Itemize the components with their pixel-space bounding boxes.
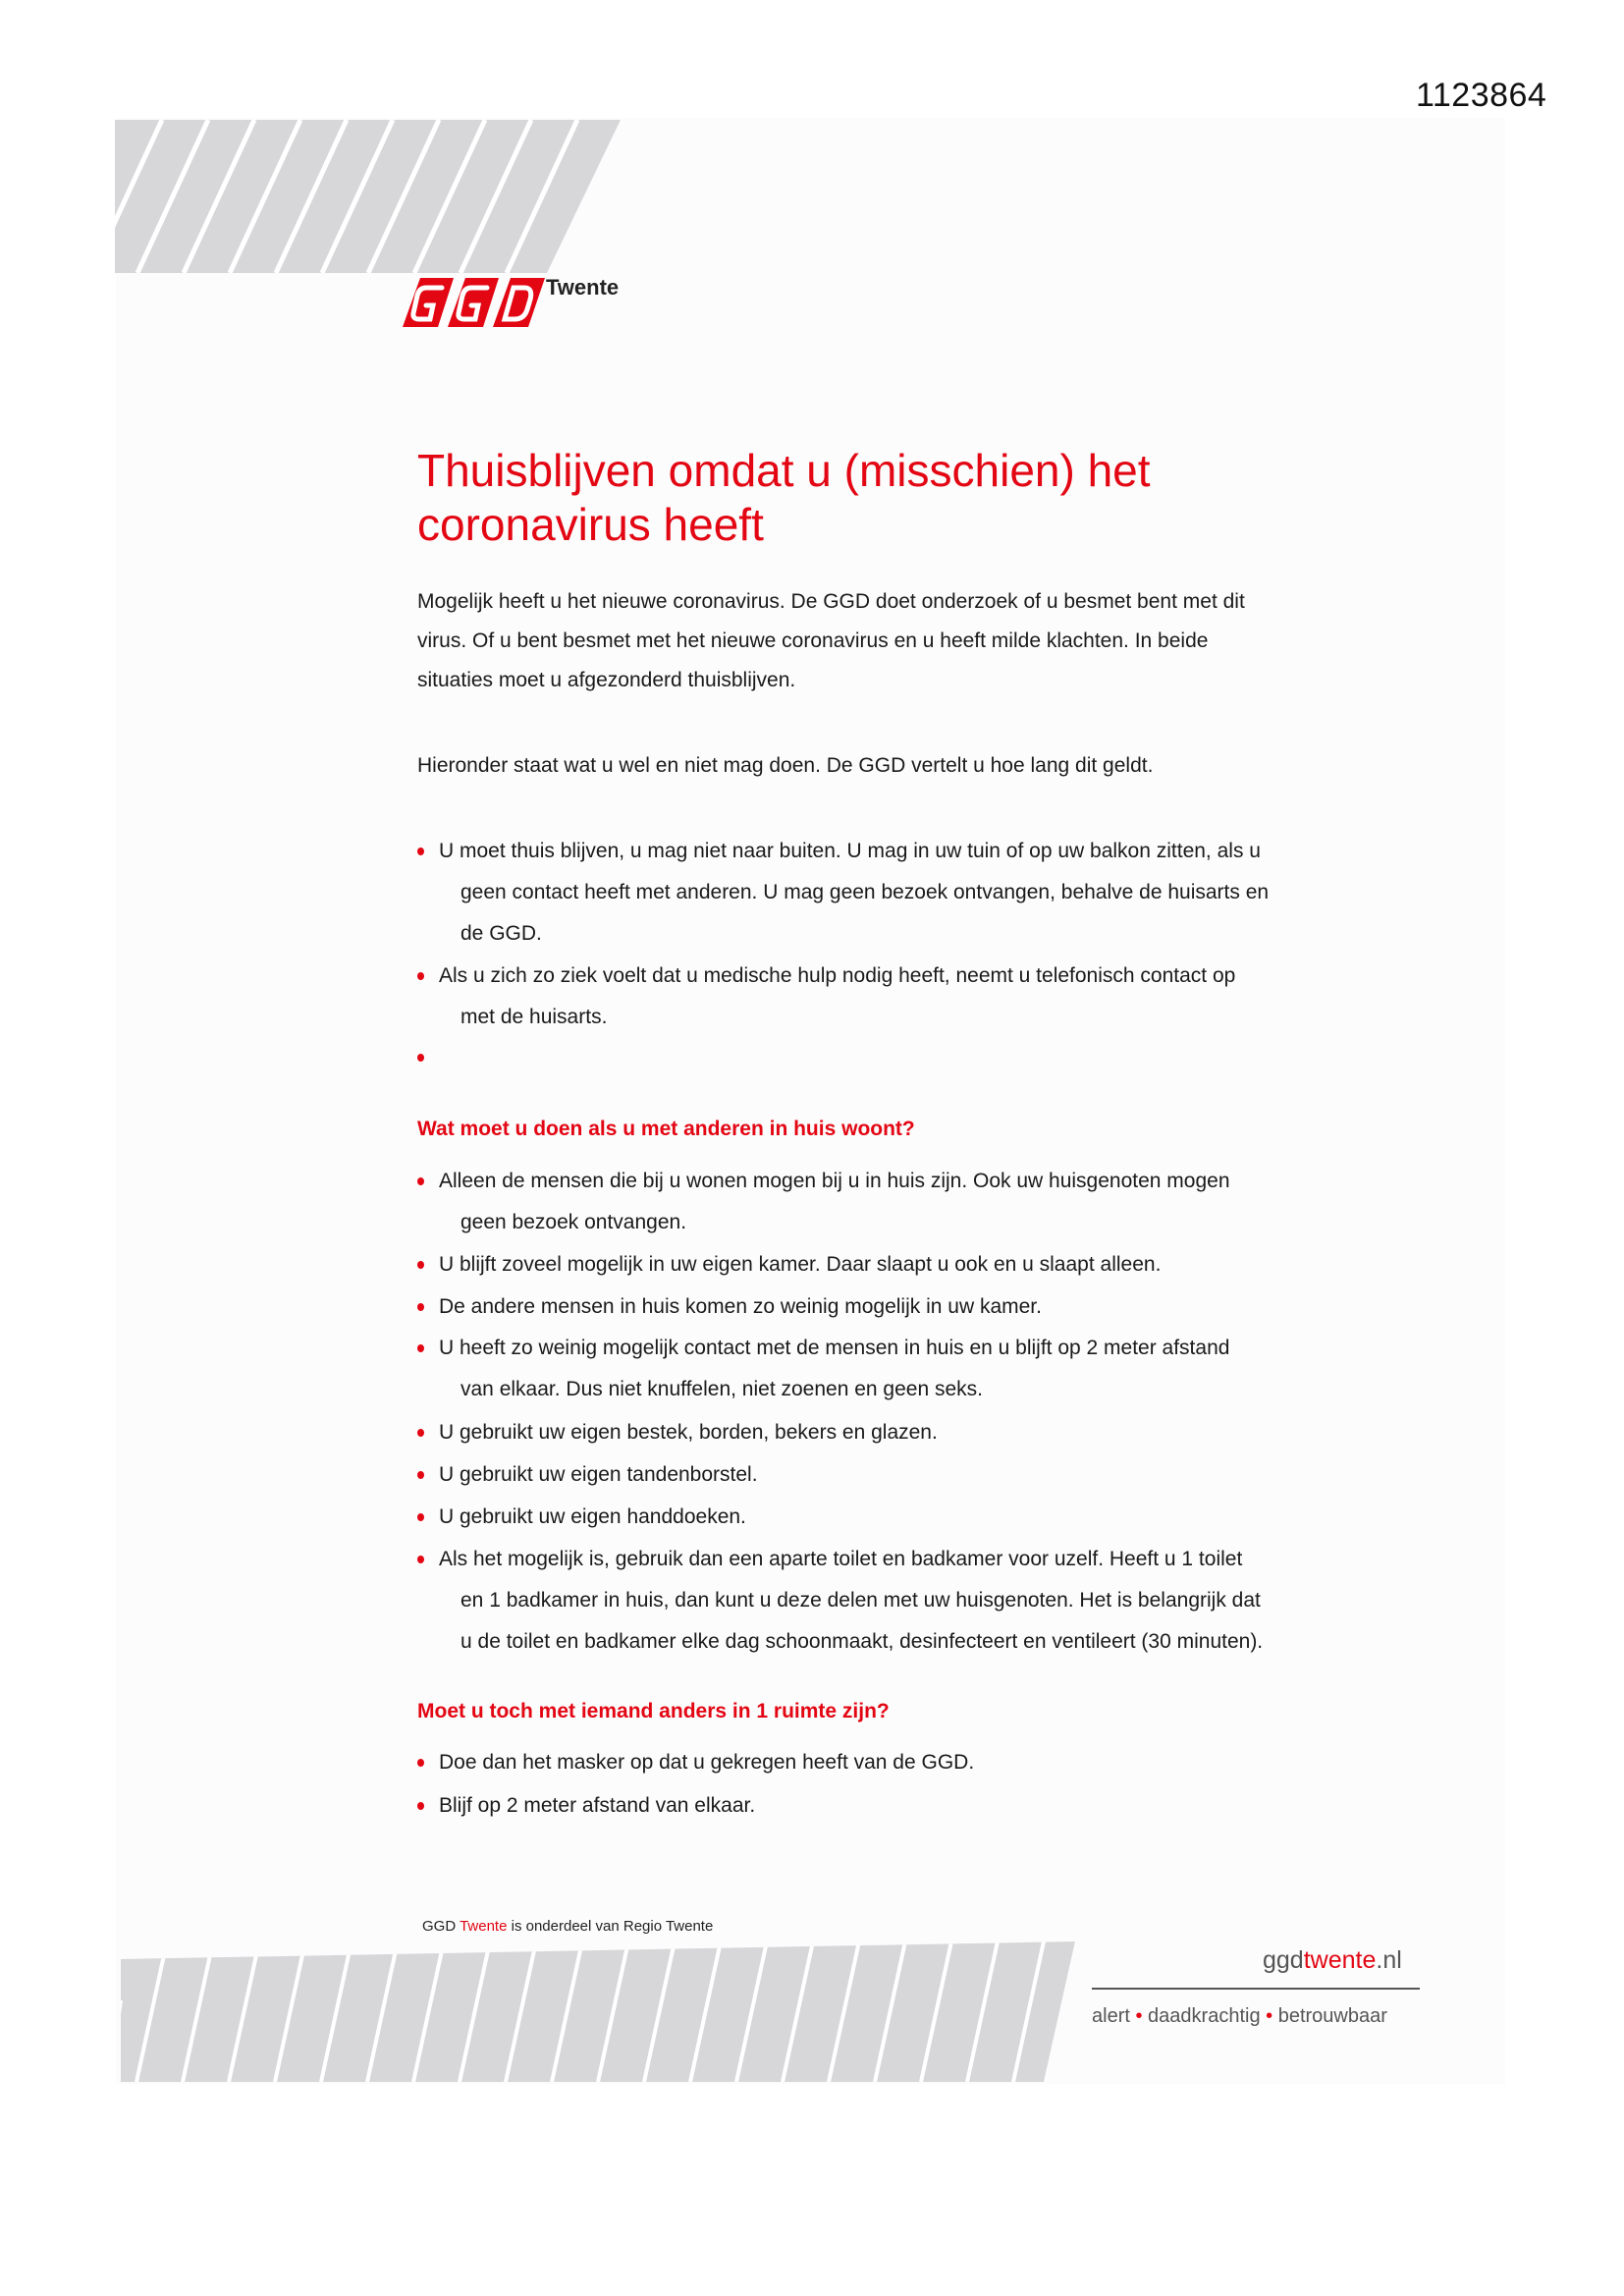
- list-item: Blijf op 2 meter afstand van elkaar.: [417, 1785, 1409, 1827]
- list-item: Alleen de mensen die bij u wonen mogen bij u in huis zijn. Ook uw huisgenoten mogen geen bezoek ontvangen.: [417, 1161, 1409, 1243]
- list-item: Als u zich zo ziek voelt dat u medische hulp nodig heeft, neemt u telefonisch contact op met de huisarts.: [417, 956, 1409, 1038]
- bullet-icon: [417, 1471, 424, 1479]
- separator-dot-icon: •: [1266, 2005, 1273, 2027]
- bullet-icon: [417, 1556, 424, 1563]
- page-title: [417, 444, 1399, 552]
- title-line-2: coronavirus heeft: [417, 499, 764, 550]
- bullet-icon: [417, 1303, 424, 1311]
- ggd-logo: [403, 278, 550, 327]
- separator-dot-icon: •: [1135, 2005, 1143, 2027]
- intro-second-paragraph: Hieronder staat wat u wel en niet mag doen. De GGD vertelt u hoe lang dit geldt.: [417, 754, 1154, 777]
- list-item: U blijft zoveel mogelijk in uw eigen kamer. Daar slaapt u ook en u slaapt alleen.: [417, 1244, 1409, 1285]
- section-heading-housemates: Wat moet u doen als u met anderen in huis woont?: [417, 1118, 915, 1140]
- bullet-icon: [417, 1344, 424, 1352]
- intro-line: Mogelijk heeft u het nieuwe coronavirus. De GGD doet onderzoek of u besmet bent met dit: [417, 590, 1245, 613]
- bullet-icon: [417, 1802, 424, 1810]
- bullet-icon: [417, 972, 424, 980]
- document-number: 1123864: [1416, 77, 1547, 114]
- list-item: U gebruikt uw eigen bestek, borden, bekers en glazen.: [417, 1412, 1409, 1453]
- footer-tagline: alert • daadkrachtig • betrouwbaar: [1092, 2005, 1387, 2027]
- intro-line: situaties moet u afgezonderd thuisblijven.: [417, 669, 796, 691]
- logo-region-text: Twente: [546, 275, 620, 300]
- list-item: U moet thuis blijven, u mag niet naar buiten. U mag in uw tuin of op uw balkon zitten, als u geen contact heeft met anderen. U mag geen bezoek ontvangen, behalve de huisarts en de GGD.: [417, 831, 1409, 955]
- list-item: De andere mensen in huis komen zo weinig mogelijk in uw kamer.: [417, 1286, 1409, 1328]
- bullet-icon: [417, 1429, 424, 1437]
- header-stripe-graphic: [115, 120, 621, 273]
- footer-stripe-graphic: [121, 1941, 1075, 2082]
- bullet-icon: [417, 1177, 424, 1185]
- list-item: U gebruikt uw eigen tandenborstel.: [417, 1454, 1409, 1496]
- bullet-icon: [417, 847, 424, 855]
- list-item: Doe dan het masker op dat u gekregen heeft van de GGD.: [417, 1742, 1409, 1783]
- list-item: U heeft zo weinig mogelijk contact met de mensen in huis en u blijft op 2 meter afstand van elkaar. Dus niet knuffelen, niet zoenen en geen seks.: [417, 1328, 1409, 1410]
- website-link[interactable]: ggdtwente.nl: [1263, 1946, 1402, 1974]
- footer-divider: [1092, 1988, 1420, 1990]
- section-heading-shared-room: Moet u toch met iemand anders in 1 ruimte zijn?: [417, 1700, 890, 1722]
- footer-caption: GGD Twente is onderdeel van Regio Twente: [422, 1918, 714, 1935]
- intro-line: virus. Of u bent besmet met het nieuwe coronavirus en u heeft milde klachten. In beide: [417, 629, 1209, 652]
- list-item: Als het mogelijk is, gebruik dan een aparte toilet en badkamer voor uzelf. Heeft u 1 toilet en 1 badkamer in huis, dan kunt u deze delen met uw huisgenoten. Het is belangrijk dat u de toilet en badkamer elke dag schoonmaakt, desinfecteert en ventileert (30 minuten).: [417, 1539, 1409, 1663]
- list-item: U gebruikt uw eigen handdoeken.: [417, 1497, 1409, 1538]
- title-line-1: Thuisblijven omdat u (misschien) het: [417, 445, 1151, 496]
- bullet-icon: [417, 1759, 424, 1767]
- bullet-icon: [417, 1054, 424, 1062]
- bullet-icon: [417, 1513, 424, 1521]
- bullet-icon: [417, 1261, 424, 1269]
- intro-paragraph: [417, 582, 1409, 700]
